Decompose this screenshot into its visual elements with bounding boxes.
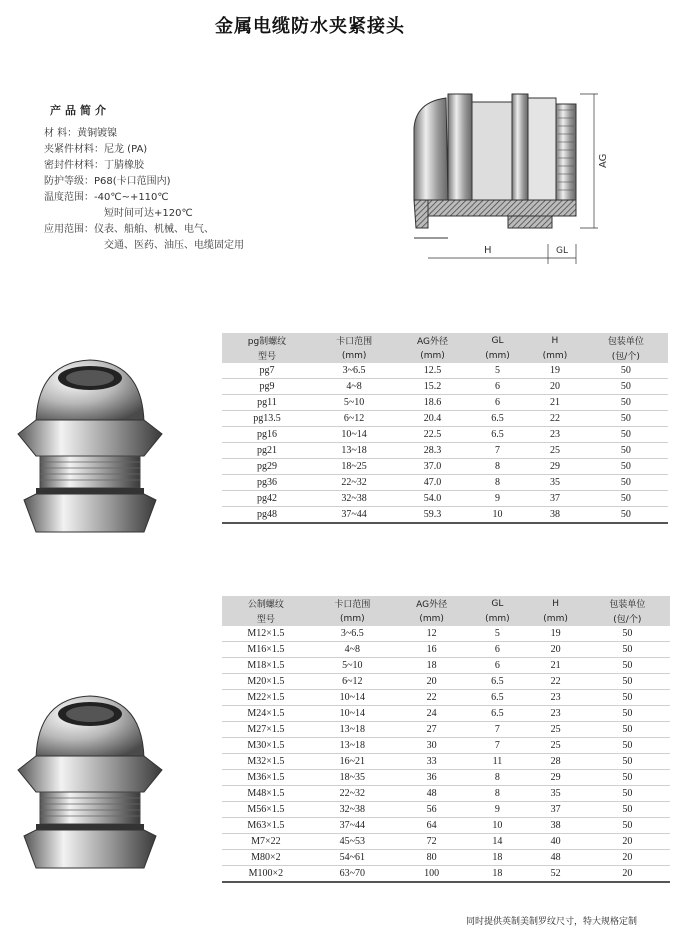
table-cell: 48 — [395, 786, 468, 802]
footnote: 同时提供英制美制罗纹尺寸，特大规格定制 — [466, 917, 638, 927]
table-cell: 6.5 — [468, 690, 526, 706]
table-cell: 8 — [468, 770, 526, 786]
table-cell: M63×1.5 — [222, 818, 310, 834]
table-row — [222, 658, 670, 674]
table-cell: 7 — [469, 443, 526, 459]
table-row — [222, 850, 670, 866]
header-cell: (包/个) — [585, 611, 670, 626]
table-cell: 9 — [469, 491, 526, 507]
table-row — [222, 507, 668, 524]
table-header-row — [222, 333, 668, 348]
table-cell: pg7 — [222, 363, 312, 379]
table-cell: 4~8 — [310, 642, 395, 658]
table-row — [222, 818, 670, 834]
header-cell: 公制螺纹 — [222, 596, 310, 611]
table-cell: 6 — [469, 379, 526, 395]
table-cell: 50 — [584, 443, 668, 459]
header-cell: pg制螺纹 — [222, 333, 312, 348]
table-cell: 21 — [527, 658, 585, 674]
table-cell: 15.2 — [396, 379, 469, 395]
table-row — [222, 722, 670, 738]
metric-table-body — [222, 626, 670, 882]
spec-list — [44, 126, 244, 254]
header-cell: 卡口范围 — [310, 596, 395, 611]
table-cell: 6 — [469, 395, 526, 411]
table-cell: 72 — [395, 834, 468, 850]
table-header-row — [222, 611, 670, 626]
table-cell: 20 — [585, 850, 670, 866]
table-cell: pg13.5 — [222, 411, 312, 427]
table-cell: 10~14 — [310, 706, 395, 722]
table-cell: 7 — [468, 722, 526, 738]
table-cell: M56×1.5 — [222, 802, 310, 818]
header-cell: (mm) — [310, 611, 395, 626]
table-cell: 50 — [585, 658, 670, 674]
table-cell: M100×2 — [222, 866, 310, 883]
table-cell: 22~32 — [312, 475, 396, 491]
table-cell: 50 — [585, 722, 670, 738]
table-cell: M24×1.5 — [222, 706, 310, 722]
table-cell: M18×1.5 — [222, 658, 310, 674]
table-cell: 7 — [468, 738, 526, 754]
table-cell: pg42 — [222, 491, 312, 507]
table-cell: 12 — [395, 626, 468, 642]
table-row — [222, 379, 668, 395]
table-cell: 29 — [526, 459, 583, 475]
diagram-label-gl: GL — [556, 246, 568, 256]
table-cell: 10 — [469, 507, 526, 524]
header-cell: (mm) — [527, 611, 585, 626]
table-header-row — [222, 596, 670, 611]
table-cell: 37~44 — [310, 818, 395, 834]
table-cell: 63~70 — [310, 866, 395, 883]
table-cell: M22×1.5 — [222, 690, 310, 706]
table-cell: 13~18 — [312, 443, 396, 459]
header-cell: H — [527, 596, 585, 611]
page-title: 金属电缆防水夹紧接头 — [215, 16, 405, 37]
spec-seal-material: 密封件材料：丁腈橡胶 — [44, 160, 144, 171]
table-row — [222, 411, 668, 427]
table-cell: M32×1.5 — [222, 754, 310, 770]
table-cell: 50 — [585, 674, 670, 690]
table-cell: 5 — [469, 363, 526, 379]
table-cell: 48 — [527, 850, 585, 866]
table-row — [222, 754, 670, 770]
table-cell: 20 — [395, 674, 468, 690]
table-cell: 54~61 — [310, 850, 395, 866]
header-cell: AG外径 — [396, 333, 469, 348]
table-row — [222, 786, 670, 802]
metric-thread-table — [222, 596, 670, 883]
table-cell: pg36 — [222, 475, 312, 491]
table-cell: 32~38 — [310, 802, 395, 818]
header-cell: AG外径 — [395, 596, 468, 611]
table-cell: 24 — [395, 706, 468, 722]
table-row — [222, 459, 668, 475]
table-cell: 25 — [526, 443, 583, 459]
table-cell: 32~38 — [312, 491, 396, 507]
table-cell: 16 — [395, 642, 468, 658]
table-cell: pg16 — [222, 427, 312, 443]
table-cell: 50 — [585, 818, 670, 834]
table-cell: 50 — [584, 411, 668, 427]
table-cell: 59.3 — [396, 507, 469, 524]
intro-heading: 产品简介 — [50, 104, 110, 117]
table-cell: 50 — [585, 802, 670, 818]
table-cell: 6.5 — [468, 706, 526, 722]
table-cell: 5~10 — [310, 658, 395, 674]
table-cell: 38 — [527, 818, 585, 834]
table-cell: 50 — [585, 770, 670, 786]
spec-temperature-short: 短时间可达+120℃ — [104, 208, 193, 219]
table-cell: 28 — [527, 754, 585, 770]
table-cell: 13~18 — [310, 738, 395, 754]
header-cell: (mm) — [395, 611, 468, 626]
table-cell: 13~18 — [310, 722, 395, 738]
table-row — [222, 475, 668, 491]
table-cell: 22.5 — [396, 427, 469, 443]
table-cell: 8 — [469, 459, 526, 475]
table-row — [222, 834, 670, 850]
table-row — [222, 443, 668, 459]
table-cell: pg11 — [222, 395, 312, 411]
table-row — [222, 866, 670, 883]
table-cell: 50 — [585, 642, 670, 658]
table-row — [222, 491, 668, 507]
table-cell: 50 — [585, 690, 670, 706]
table-cell: 6~12 — [310, 674, 395, 690]
table-row — [222, 363, 668, 379]
table-cell: 50 — [584, 507, 668, 524]
table-cell: 30 — [395, 738, 468, 754]
header-cell: (mm) — [468, 611, 526, 626]
header-cell: (mm) — [526, 348, 583, 363]
table-cell: 80 — [395, 850, 468, 866]
table-cell: 20 — [585, 834, 670, 850]
table-cell: 37.0 — [396, 459, 469, 475]
table-cell: 40 — [527, 834, 585, 850]
table-cell: 14 — [468, 834, 526, 850]
table-cell: 27 — [395, 722, 468, 738]
table-cell: 37 — [526, 491, 583, 507]
table-cell: 3~6.5 — [312, 363, 396, 379]
table-row — [222, 427, 668, 443]
table-cell: 4~8 — [312, 379, 396, 395]
table-cell: 23 — [526, 427, 583, 443]
table-cell: 20 — [527, 642, 585, 658]
table-cell: 20 — [585, 866, 670, 883]
table-cell: 64 — [395, 818, 468, 834]
spec-protection: 防护等级：P68(卡口范围内) — [44, 176, 171, 187]
table-cell: 5~10 — [312, 395, 396, 411]
table-cell: 11 — [468, 754, 526, 770]
table-cell: 19 — [527, 626, 585, 642]
cable-gland-photo-pg — [14, 350, 164, 542]
table-cell: pg29 — [222, 459, 312, 475]
table-cell: 6~12 — [312, 411, 396, 427]
table-cell: 25 — [527, 738, 585, 754]
table-cell: 50 — [585, 738, 670, 754]
table-cell: 56 — [395, 802, 468, 818]
table-cell: pg9 — [222, 379, 312, 395]
table-cell: 8 — [468, 786, 526, 802]
table-cell: 18 — [395, 658, 468, 674]
table-row — [222, 642, 670, 658]
table-cell: 18~25 — [312, 459, 396, 475]
header-cell: 包装单位 — [584, 333, 668, 348]
header-cell: GL — [469, 333, 526, 348]
table-cell: 25 — [527, 722, 585, 738]
pg-thread-table — [222, 333, 668, 524]
table-cell: 19 — [526, 363, 583, 379]
table-cell: 45~53 — [310, 834, 395, 850]
table-cell: 22 — [526, 411, 583, 427]
table-cell: 37~44 — [312, 507, 396, 524]
table-row — [222, 674, 670, 690]
header-cell: 型号 — [222, 348, 312, 363]
header-cell: (mm) — [312, 348, 396, 363]
table-cell: 50 — [585, 754, 670, 770]
header-cell: H — [526, 333, 583, 348]
table-cell: 18 — [468, 850, 526, 866]
table-cell: 23 — [527, 690, 585, 706]
cable-gland-photo-metric — [14, 686, 164, 878]
table-row — [222, 395, 668, 411]
table-row — [222, 738, 670, 754]
table-cell: 23 — [527, 706, 585, 722]
table-cell: 6 — [468, 642, 526, 658]
table-row — [222, 690, 670, 706]
header-cell: GL — [468, 596, 526, 611]
table-cell: 22 — [395, 690, 468, 706]
table-cell: 18 — [468, 866, 526, 883]
table-cell: 50 — [584, 475, 668, 491]
table-cell: 6.5 — [469, 411, 526, 427]
table-cell: 50 — [584, 459, 668, 475]
table-cell: 18.6 — [396, 395, 469, 411]
table-row — [222, 706, 670, 722]
table-cell: M16×1.5 — [222, 642, 310, 658]
table-cell: M27×1.5 — [222, 722, 310, 738]
table-cell: 3~6.5 — [310, 626, 395, 642]
table-cell: 47.0 — [396, 475, 469, 491]
table-cell: 10 — [468, 818, 526, 834]
table-cell: 50 — [584, 427, 668, 443]
table-cell: 50 — [584, 363, 668, 379]
table-cell: 20 — [526, 379, 583, 395]
table-cell: M48×1.5 — [222, 786, 310, 802]
table-cell: M12×1.5 — [222, 626, 310, 642]
table-row — [222, 770, 670, 786]
header-cell: (包/个) — [584, 348, 668, 363]
table-cell: 50 — [584, 379, 668, 395]
table-header-row — [222, 348, 668, 363]
spec-material: 材 料：黄铜镀镍 — [44, 128, 118, 139]
table-cell: 50 — [584, 395, 668, 411]
spec-application-cont: 交通、医药、油压、电缆固定用 — [104, 240, 244, 251]
cable-gland-drawing — [408, 88, 620, 264]
table-cell: 6.5 — [468, 674, 526, 690]
diagram-label-h: H — [484, 245, 492, 256]
table-cell: M30×1.5 — [222, 738, 310, 754]
table-cell: 16~21 — [310, 754, 395, 770]
table-cell: 52 — [527, 866, 585, 883]
table-cell: 9 — [468, 802, 526, 818]
header-cell: (mm) — [396, 348, 469, 363]
table-cell: 38 — [526, 507, 583, 524]
table-cell: 50 — [585, 626, 670, 642]
table-cell: 100 — [395, 866, 468, 883]
pg-table-body — [222, 363, 668, 523]
header-cell: (mm) — [469, 348, 526, 363]
table-cell: M36×1.5 — [222, 770, 310, 786]
table-cell: 18~35 — [310, 770, 395, 786]
header-cell: 卡口范围 — [312, 333, 396, 348]
diagram-label-ag: AG — [598, 153, 609, 168]
table-cell: 22 — [527, 674, 585, 690]
table-cell: 36 — [395, 770, 468, 786]
table-cell: 50 — [584, 491, 668, 507]
table-cell: M80×2 — [222, 850, 310, 866]
table-cell: 6.5 — [469, 427, 526, 443]
table-cell: 20.4 — [396, 411, 469, 427]
spec-temperature: 温度范围：-40℃~+110℃ — [44, 192, 169, 203]
table-cell: 35 — [526, 475, 583, 491]
table-cell: 10~14 — [312, 427, 396, 443]
table-cell: 21 — [526, 395, 583, 411]
table-cell: 54.0 — [396, 491, 469, 507]
table-cell: 29 — [527, 770, 585, 786]
table-cell: 12.5 — [396, 363, 469, 379]
table-cell: 33 — [395, 754, 468, 770]
spec-application: 应用范围：仪表、船舶、机械、电气、 — [44, 224, 214, 235]
table-cell: 10~14 — [310, 690, 395, 706]
table-cell: 50 — [585, 786, 670, 802]
header-cell: 型号 — [222, 611, 310, 626]
table-cell: 6 — [468, 658, 526, 674]
table-cell: 22~32 — [310, 786, 395, 802]
table-cell: pg48 — [222, 507, 312, 524]
header-cell: 包装单位 — [585, 596, 670, 611]
spec-clamp-material: 夹紧件材料：尼龙 (PA) — [44, 144, 148, 155]
table-cell: 35 — [527, 786, 585, 802]
table-cell: M7×22 — [222, 834, 310, 850]
table-cell: 37 — [527, 802, 585, 818]
table-row — [222, 802, 670, 818]
table-cell: 28.3 — [396, 443, 469, 459]
table-cell: M20×1.5 — [222, 674, 310, 690]
table-cell: pg21 — [222, 443, 312, 459]
table-cell: 50 — [585, 706, 670, 722]
table-cell: 8 — [469, 475, 526, 491]
table-cell: 5 — [468, 626, 526, 642]
table-row — [222, 626, 670, 642]
